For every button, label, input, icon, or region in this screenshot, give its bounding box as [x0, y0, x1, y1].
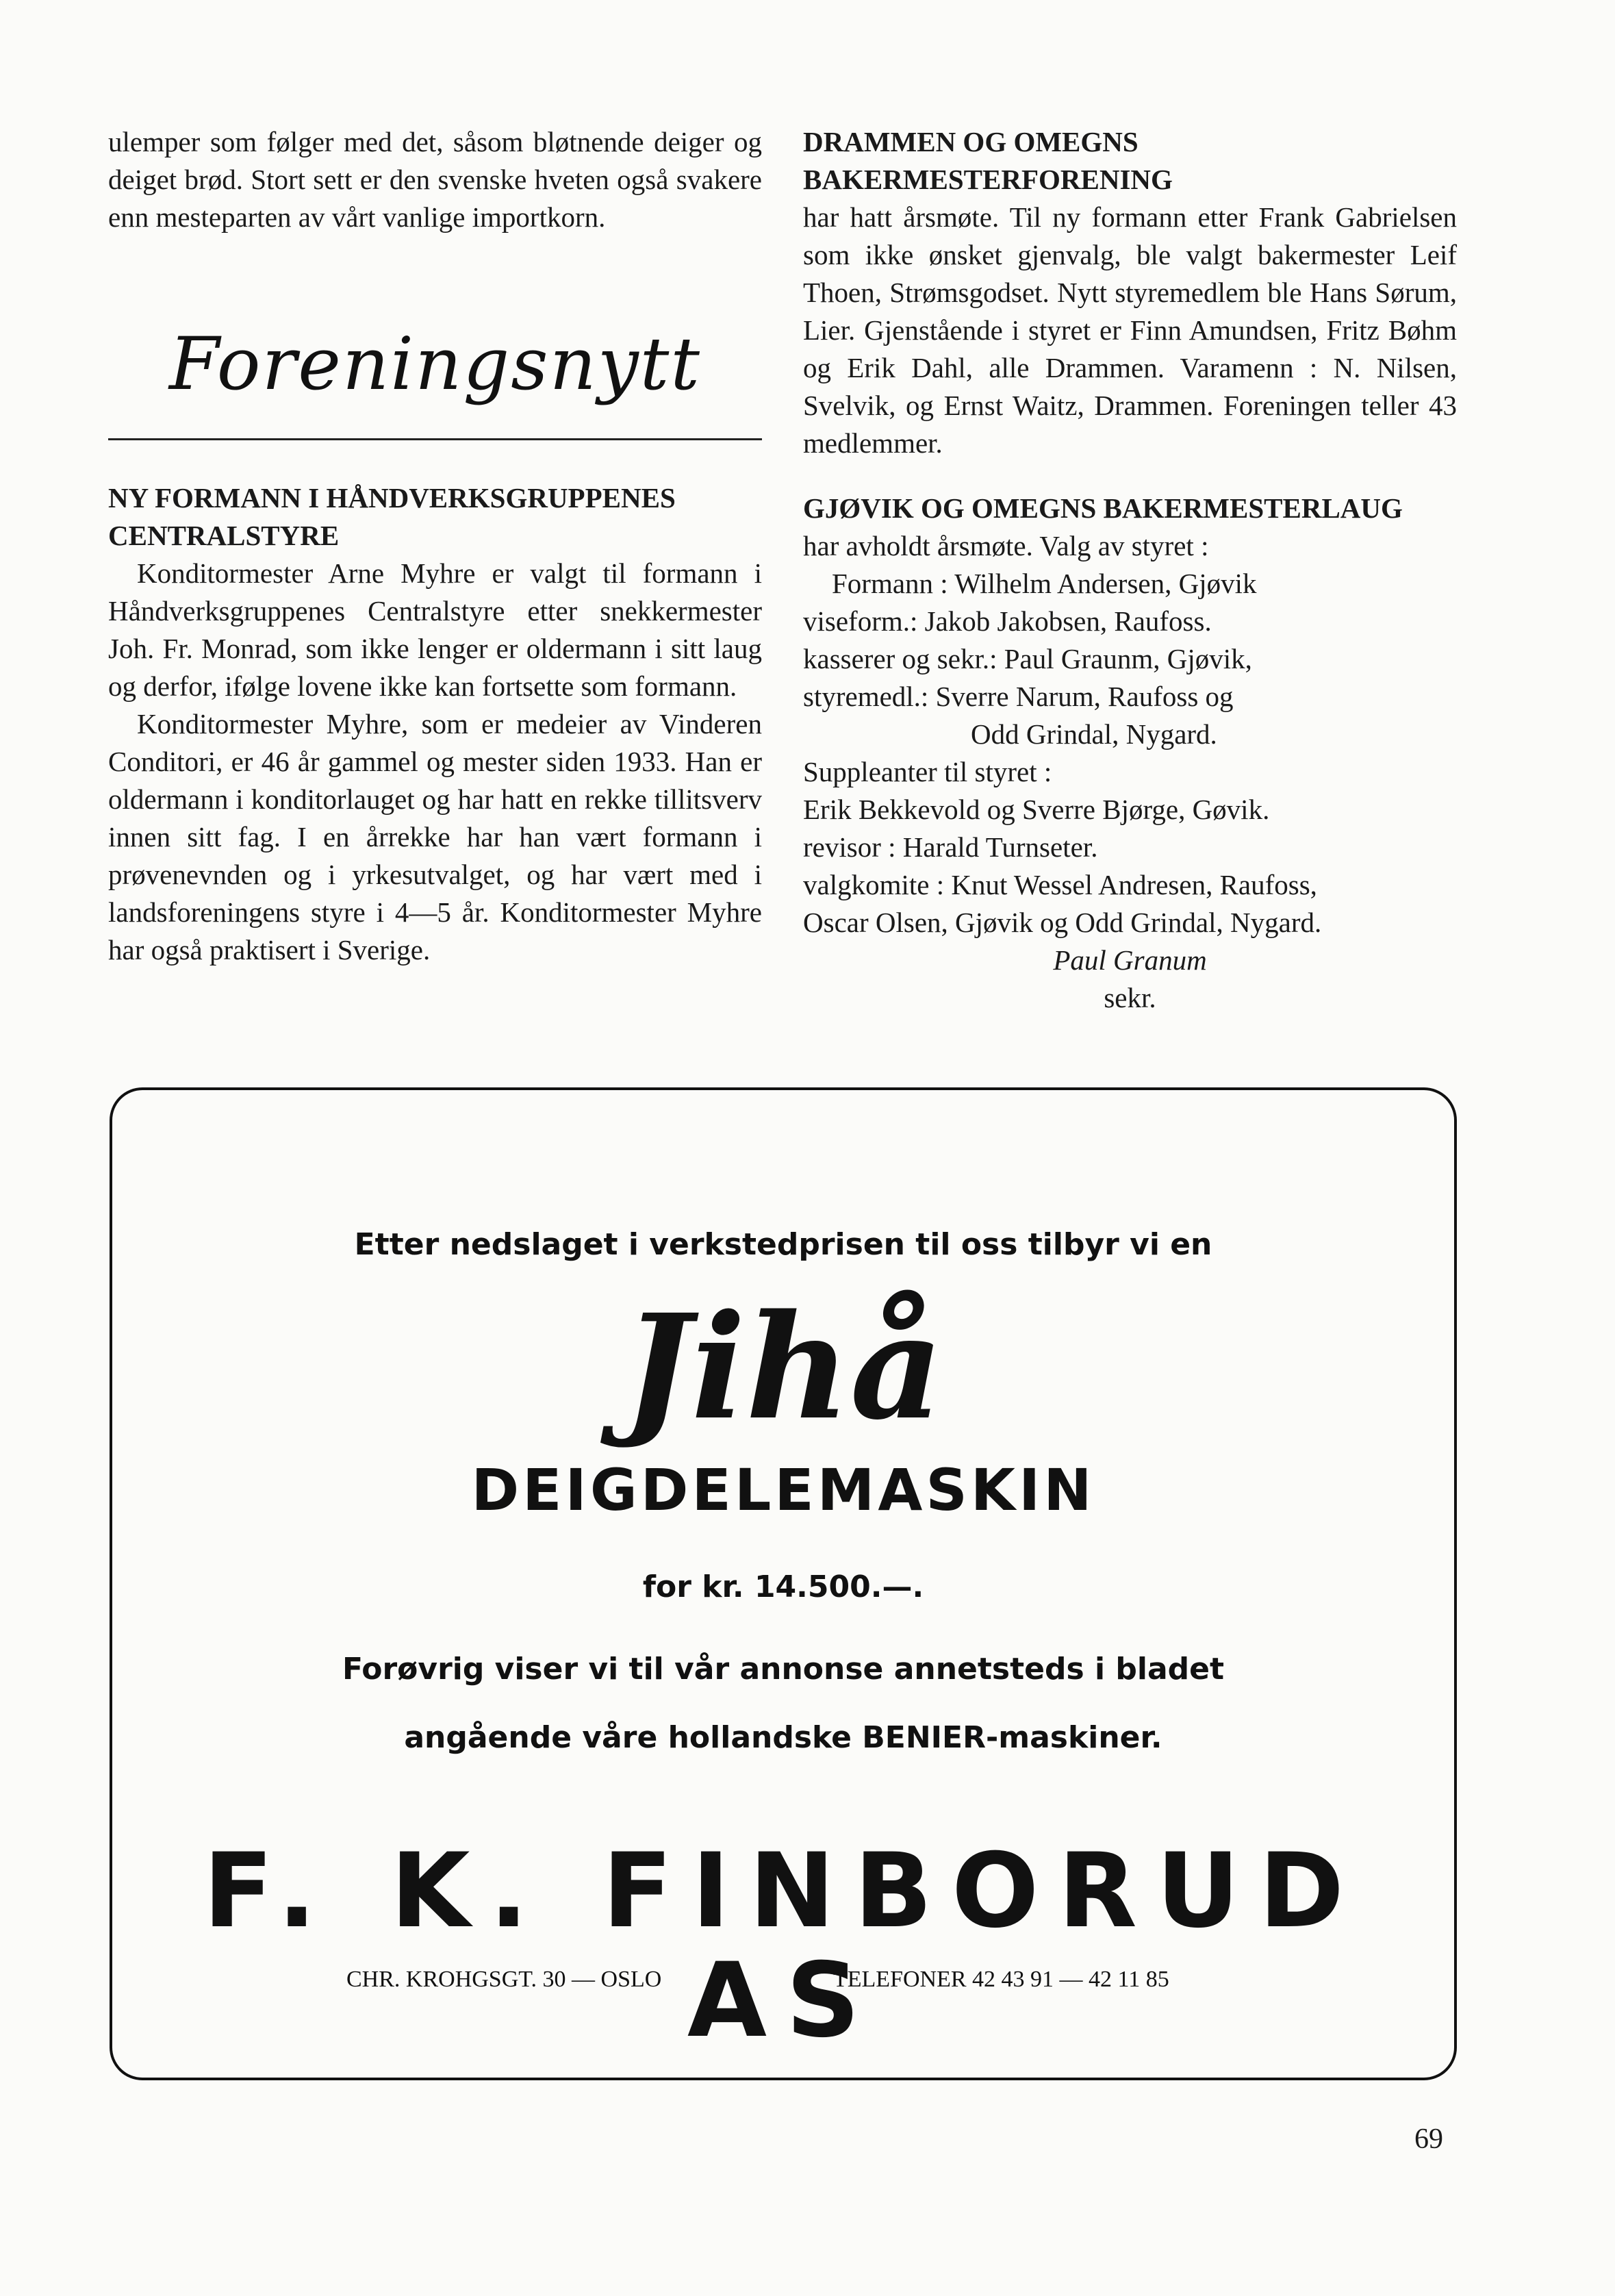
article-paragraph: Konditormester Arne Myhre er valgt til formann i Håndverksgruppenes Centralstyre etter snekkermester Joh. Fr. Monrad, som ikke lenger er oldermann i sitt laug og derfor, ifølge lovene ikke kan fortsette som formann. — [108, 557, 762, 702]
signature-title: sekr. — [1104, 982, 1156, 1013]
ad-company-logo: F. K. FINBORUD AS — [203, 1832, 1364, 2060]
ad-note: angående våre hollandske BENIER-maskiner. — [404, 1720, 1162, 1755]
article-heading: GJØVIK OG OMEGNS BAKERMESTERLAUG — [803, 492, 1403, 524]
election-list — [803, 527, 1457, 942]
list-item: styremedl.: Sverre Narum, Raufoss og — [803, 681, 1234, 712]
list-item: Odd Grindal, Nygard. — [971, 718, 1217, 750]
list-item: valgkomite : Knut Wessel Andresen, Raufoss, — [803, 869, 1317, 900]
ad-price: for kr. 14.500.—. — [642, 1569, 924, 1604]
section-title: Foreningsnytt — [168, 322, 701, 406]
article-heading: DRAMMEN OG OMEGNS BAKERMESTERFORENING — [803, 126, 1173, 195]
list-item: viseform.: Jakob Jakobsen, Raufoss. — [803, 605, 1212, 637]
intro-paragraph: ulemper som følger med det, såsom bløtnende deiger og deiget brød. Stort sett er den svenske hveten også svakere enn mesteparten av vårt vanlige importkorn. — [108, 126, 762, 233]
ad-address: CHR. KROHGSGT. 30 — OSLO — [346, 1967, 662, 1992]
list-item: har avholdt årsmøte. Valg av styret : — [803, 530, 1209, 562]
list-item: Suppleanter til styret : — [803, 756, 1052, 787]
article-myhre — [108, 479, 762, 969]
left-column — [108, 123, 762, 236]
article-heading: NY FORMANN I HÅNDVERKSGRUPPENES CENTRALSTYRE — [108, 482, 676, 551]
list-item: revisor : Harald Turnseter. — [803, 831, 1098, 863]
ad-note: Forøvrig viser vi til vår annonse annetsteds i bladet — [342, 1652, 1225, 1687]
list-item: Formann : Wilhelm Andersen, Gjøvik — [832, 568, 1257, 599]
list-item: kasserer og sekr.: Paul Graunm, Gjøvik, — [803, 643, 1252, 674]
page-number: 69 — [1414, 2123, 1443, 2155]
right-column — [803, 123, 1457, 1017]
advertisement — [110, 1087, 1457, 2080]
article-paragraph: Konditormester Myhre, som er medeier av Vinderen Conditori, er 46 år gammel og mester siden 1933. Han er oldermann i konditorlauget og har hatt en rekke tillitsverv innen sitt fag. I en årrekke har han vært formann i prøvenevnden og i yrkesutvalget, og har vært med i landsforeningens styre i 4—5 år. Konditormester Myhre har også praktisert i Sverige. — [108, 708, 762, 966]
ad-intro: Etter nedslaget i verkstedprisen til oss tilbyr vi en — [354, 1227, 1212, 1262]
ad-brand-logo: Jihå — [623, 1283, 943, 1452]
ad-phone: TELEFONER 42 43 91 — 42 11 85 — [833, 1967, 1169, 1992]
list-item: Erik Bekkevold og Sverre Bjørge, Gøvik. — [803, 794, 1270, 825]
signature — [803, 942, 1457, 979]
ad-product-name: DEIGDELEMASKIN — [471, 1456, 1095, 1524]
signature-name: Paul Granum — [1053, 944, 1207, 976]
article-paragraph: har hatt årsmøte. Til ny formann etter Frank Gabrielsen som ikke ønsket gjenvalg, ble valgt bakermester Leif Thoen, Strømsgodset. Nytt styremedlem ble Hans Sørum, Lier. Gjenstående i styret er Finn Amundsen, Fritz Bøhm og Erik Dahl, alle Drammen. Varamenn : N. Nilsen, Svelvik, og Ernst Waitz, Drammen. Foreningen teller 43 medlemmer. — [803, 201, 1457, 459]
list-item: Oscar Olsen, Gjøvik og Odd Grindal, Nygard. — [803, 907, 1322, 938]
section-divider — [108, 438, 762, 440]
